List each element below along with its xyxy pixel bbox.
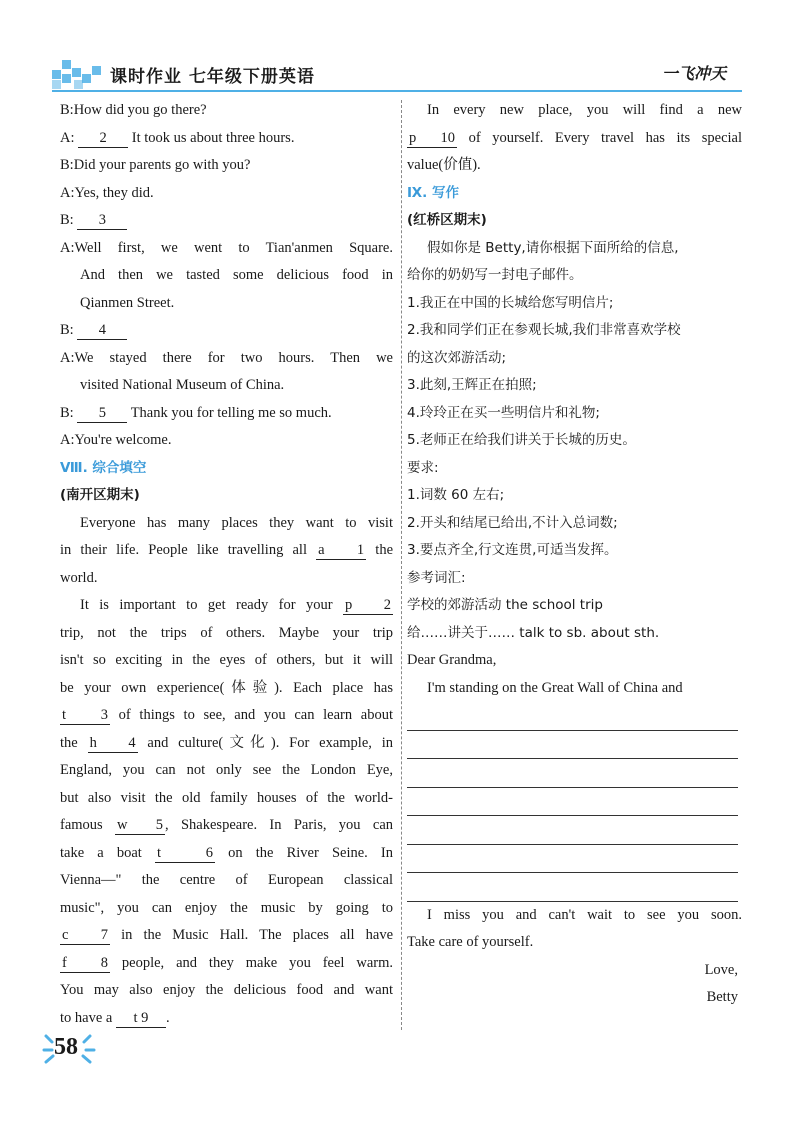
left-column bbox=[60, 97, 393, 1032]
cloze-blank-10[interactable]: p 10 bbox=[409, 129, 455, 146]
dialogue-line: A: 2 It took us about three hours. bbox=[60, 129, 295, 146]
writing-prompt: 给你的奶奶写一封电子邮件。 bbox=[407, 267, 583, 283]
header-rule bbox=[52, 90, 742, 92]
cloze-blank-4[interactable]: h 4 bbox=[89, 734, 136, 751]
prompt-point: 1.我正在中国的长城给您写明信片; bbox=[407, 294, 614, 311]
header-brand: 一飞冲天 bbox=[662, 64, 727, 83]
dialogue-line: B:Did your parents go with you? bbox=[60, 157, 251, 173]
letter-opening: I'm standing on the Great Wall of China and bbox=[427, 679, 683, 696]
requirement-item: 1.词数 60 左右; bbox=[407, 487, 505, 503]
passage-line: take a boat t 6 on the River Seine. In bbox=[60, 844, 393, 861]
prompt-point: 的这次郊游活动; bbox=[407, 349, 507, 366]
section-9-heading: Ⅸ. 写作 bbox=[407, 184, 459, 201]
writing-prompt: 假如你是 Betty,请你根据下面所给的信息, bbox=[427, 239, 679, 256]
passage-line: Everyone has many places they want to visit bbox=[80, 514, 393, 531]
letter-signoff: Love, bbox=[704, 961, 738, 978]
passage-line: trip, not the trips of others. Maybe your trip bbox=[60, 624, 393, 641]
cloze-blank-1[interactable]: a 1 bbox=[318, 542, 365, 558]
column-divider bbox=[401, 100, 402, 1030]
answer-blank-3[interactable]: 3 bbox=[77, 211, 127, 230]
dialogue-line: A:We stayed there for two hours. Then we bbox=[60, 349, 393, 366]
cloze-blank-3[interactable]: t 3 bbox=[62, 707, 108, 723]
page-number: 58 bbox=[54, 1034, 78, 1060]
passage-line: England, you can not only see the London Eye, bbox=[60, 762, 393, 778]
section-8-source: (南开区期末) bbox=[60, 487, 140, 503]
writing-line[interactable] bbox=[407, 702, 738, 731]
prompt-point: 2.我和同学们正在参观长城,我们非常喜欢学校 bbox=[407, 322, 681, 338]
dialogue-line: B: 4 bbox=[60, 317, 393, 345]
cloze-blank-8[interactable]: f 8 bbox=[62, 954, 108, 971]
letter-greeting: Dear Grandma, bbox=[407, 652, 497, 668]
passage-line: value(价值). bbox=[407, 157, 481, 173]
writing-line[interactable] bbox=[407, 788, 738, 817]
passage-line: t 3 of things to see, and you can learn about bbox=[62, 707, 393, 723]
letter-closing: I miss you and can't wait to see you soon. bbox=[427, 906, 742, 923]
writing-line[interactable] bbox=[407, 816, 738, 845]
passage-line: c 7 in the Music Hall. The places all have bbox=[62, 927, 393, 943]
writing-line[interactable] bbox=[407, 873, 738, 902]
passage-line: isn't so exciting in the eyes of others, but it will bbox=[60, 652, 393, 668]
section-8-heading: Ⅷ. 综合填空 bbox=[60, 459, 147, 476]
passage-line: It is important to get ready for your p 2 bbox=[80, 597, 392, 613]
passage-line: f 8 people, and they make you feel warm. bbox=[62, 954, 393, 971]
answer-blank-4[interactable]: 4 bbox=[77, 321, 127, 340]
cloze-blank-5[interactable]: w 5 bbox=[117, 817, 164, 833]
passage-line: but also visit the old family houses of the world- bbox=[60, 789, 393, 806]
vocab-item: 学校的郊游活动 the school trip bbox=[407, 597, 603, 613]
page-header bbox=[0, 0, 800, 95]
passage-line: to have a t 9 . bbox=[60, 1009, 170, 1026]
dialogue-line: A:Yes, they did. bbox=[60, 184, 154, 201]
dialogue-line: B: 3 bbox=[60, 207, 393, 235]
dialogue-line: A:Well first, we went to Tian'anmen Square. bbox=[60, 239, 393, 256]
passage-line: You may also enjoy the delicious food and want bbox=[60, 982, 393, 998]
cloze-blank-7[interactable]: c 7 bbox=[62, 927, 108, 943]
writing-line[interactable] bbox=[407, 845, 738, 874]
passage-line: In every new place, you will find a new bbox=[427, 102, 742, 118]
passage-line: the h 4 and culture(文化). For example, in bbox=[60, 734, 394, 751]
vocab-title: 参考词汇: bbox=[407, 569, 466, 586]
header-title: 课时作业 七年级下册英语 bbox=[110, 67, 315, 87]
passage-line: p 10 of yourself. Every travel has its special bbox=[409, 129, 743, 146]
passage-line: be your own experience(体验). Each place has bbox=[60, 679, 393, 696]
header-logo-icon bbox=[52, 60, 108, 88]
section-9-source: (红桥区期末) bbox=[407, 212, 487, 228]
dialogue-line: And then we tasted some delicious food in bbox=[80, 267, 393, 283]
passage-line: world. bbox=[60, 569, 98, 586]
prompt-point: 4.玲玲正在买一些明信片和礼物; bbox=[407, 404, 600, 421]
cloze-blank-2[interactable]: p 2 bbox=[345, 597, 392, 613]
dialogue-line: B:How did you go there? bbox=[60, 102, 207, 118]
vocab-item: 给……讲关于…… talk to sb. about sth. bbox=[407, 624, 660, 641]
cloze-blank-9[interactable]: t 9 bbox=[116, 1009, 166, 1028]
letter-signature: Betty bbox=[706, 989, 738, 1005]
dialogue-line: visited National Museum of China. bbox=[80, 377, 285, 393]
passage-line: Vienna—" the centre of European classical bbox=[60, 872, 393, 888]
answer-blank-2[interactable]: 2 bbox=[78, 129, 128, 148]
passage-line: in their life. People like travelling all a 1 the bbox=[60, 542, 394, 558]
answer-blank-5[interactable]: 5 bbox=[77, 404, 127, 423]
dialogue-line: A:You're welcome. bbox=[60, 432, 172, 448]
dialogue-line: Qianmen Street. bbox=[80, 294, 175, 311]
requirements-title: 要求: bbox=[407, 459, 439, 476]
prompt-point: 3.此刻,王辉正在拍照; bbox=[407, 377, 537, 393]
passage-line: famous w 5 , Shakespeare. In Paris, you can bbox=[60, 817, 394, 833]
passage-line: music", you can enjoy the music by going to bbox=[60, 899, 393, 916]
requirement-item: 3.要点齐全,行文连贯,可适当发挥。 bbox=[407, 542, 618, 558]
dialogue-line: B: 5 Thank you for telling me so much. bbox=[60, 404, 332, 421]
writing-line[interactable] bbox=[407, 731, 738, 760]
requirement-item: 2.开头和结尾已给出,不计入总词数; bbox=[407, 514, 618, 531]
writing-line[interactable] bbox=[407, 759, 738, 788]
cloze-blank-6[interactable]: t 6 bbox=[156, 844, 213, 861]
letter-closing: Take care of yourself. bbox=[407, 934, 534, 950]
prompt-point: 5.老师正在给我们讲关于长城的历史。 bbox=[407, 432, 636, 448]
right-column bbox=[407, 97, 742, 1012]
